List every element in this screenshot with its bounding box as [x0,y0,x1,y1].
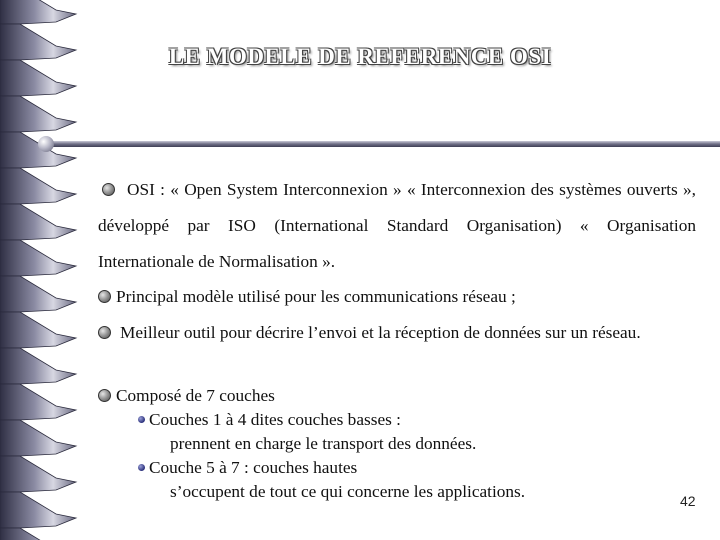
sub-bullet-icon [138,416,145,423]
sub-item-upper-layers-detail: s’occupent de tout ce qui concerne les applications. [170,482,526,501]
page-number: 42 [680,493,696,509]
zigzag-tooth [0,0,76,24]
zigzag-tooth [0,276,76,312]
zigzag-tooth [0,96,76,132]
zigzag-tooth [0,168,76,204]
osi-definition-text: OSI : « Open System Interconnexion » « Interconnexion des systèmes ouverts », développé par ISO (International Standard Organisation) « Organisation Internationale de Normalisation ». [98,180,696,271]
list-item-seven-layers-text: Composé de 7 couches [116,386,275,405]
zigzag-tooth [0,312,76,348]
list-item-main-model [98,285,516,309]
rule-end-ball [38,136,54,152]
sub-item-upper-layers [138,456,357,480]
sub-item-lower-layers-detail: prennent en charge le transport des données. [170,434,477,453]
slide-title: LE MODELE DE REFERENCE OSI [168,44,552,69]
sub-item-lower-layers-text: Couches 1 à 4 dites couches basses : [149,410,401,429]
zigzag-tooth [0,132,76,168]
bullet-icon [102,183,115,196]
sub-item-lower-layers [138,408,401,432]
zigzag-tooth [0,204,76,240]
sub-bullet-icon [138,464,145,471]
horizontal-rule [46,141,720,147]
osi-definition-paragraph [98,172,696,280]
zigzag-tooth [0,456,76,492]
bullet-icon [98,290,111,303]
best-tool-text: Meilleur outil pour décrire l’envoi et la réception de données sur un réseau. [120,323,641,342]
list-item-main-model-text: Principal modèle utilisé pour les communications réseau ; [116,287,516,306]
zigzag-tooth [0,420,76,456]
best-tool-paragraph [98,316,696,350]
bullet-icon [98,389,111,402]
zigzag-border-decoration [0,0,82,540]
zigzag-tooth [0,528,76,540]
zigzag-tooth [0,384,76,420]
zigzag-tooth [0,240,76,276]
sub-item-upper-layers-text: Couche 5 à 7 : couches hautes [149,458,358,477]
zigzag-tooth [0,348,76,384]
bullet-icon [98,326,111,339]
zigzag-tooth [0,492,76,528]
list-item-seven-layers [98,384,275,408]
